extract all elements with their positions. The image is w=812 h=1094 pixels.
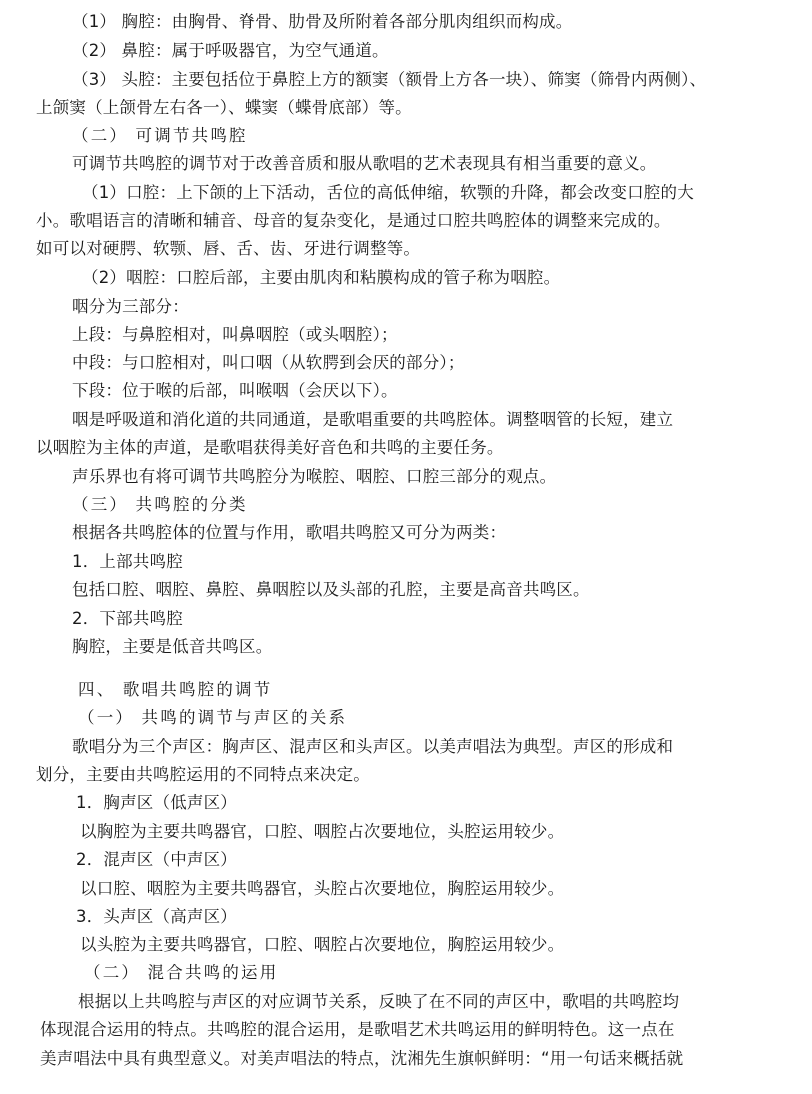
- paragraph-line: 咽是呼吸道和消化道的共同通道，是歌唱重要的共鸣腔体。调整咽管的长短，建立: [72, 410, 674, 429]
- paragraph-line: 可调节共鸣腔的调节对于改善音质和服从歌唱的艺术表现具有相当重要的意义。: [72, 154, 657, 173]
- paragraph-line: 以咽腔为主体的声道，是歌唱获得美好音色和共鸣的主要任务。: [36, 438, 504, 457]
- paragraph-line: 中段：与口腔相对，叫口咽（从软腭到会厌的部分）；: [72, 353, 465, 372]
- paragraph-line: 包括口腔、咽腔、鼻腔、鼻咽腔以及头部的孔腔，主要是高音共鸣区。: [72, 580, 590, 599]
- text-line-oral-cavity: （1）口腔：上下颌的上下活动，舌位的高低伸缩，软颚的升降，都会改变口腔的大: [82, 183, 694, 202]
- section-heading-registers: （一） 共鸣的调节与声区的关系: [78, 708, 348, 727]
- list-item-title: 2．下部共鸣腔: [72, 609, 183, 628]
- list-item-title: 1．胸声区（低声区）: [76, 793, 237, 812]
- list-item-title: 1．上部共鸣腔: [72, 552, 183, 571]
- paragraph-line: 以头腔为主要共鸣器官，口腔、咽腔占次要地位，胸腔运用较少。: [80, 935, 565, 954]
- paragraph-line: 下段：位于喉的后部，叫喉咽（会厌以下）。: [72, 381, 398, 400]
- paragraph-line: 小。歌唱语言的清晰和辅音、母音的复杂变化，是通过口腔共鸣腔体的调整来完成的。: [36, 211, 671, 230]
- list-item-title: 3．头声区（高声区）: [76, 907, 237, 926]
- text-line-head-cavity: （3） 头腔：主要包括位于鼻腔上方的额窦（额骨上方各一块）、筛窦（筛骨内两侧）、: [72, 70, 707, 89]
- paragraph-line: 声乐界也有将可调节共鸣腔分为喉腔、咽腔、口腔三部分的观点。: [72, 467, 557, 486]
- paragraph-line: 美声唱法中具有典型意义。对美声唱法的特点，沈湘先生旗帜鲜明：“用一句话来概括就: [40, 1049, 684, 1068]
- paragraph-line: 胸腔，主要是低音共鸣区。: [72, 637, 273, 656]
- paragraph-line: 以口腔、咽腔为主要共鸣器官，头腔占次要地位，胸腔运用较少。: [80, 879, 565, 898]
- text-line-head-cavity-cont: 上颌窦（上颌骨左右各一）、蝶窦（蝶骨底部）等。: [36, 98, 412, 117]
- paragraph-line: 根据以上共鸣腔与声区的对应调节关系，反映了在不同的声区中，歌唱的共鸣腔均: [78, 992, 680, 1011]
- section-heading-classification: （三） 共鸣腔的分类: [72, 495, 248, 514]
- paragraph-line: 以胸腔为主要共鸣器官，口腔、咽腔占次要地位，头腔运用较少。: [80, 822, 565, 841]
- text-line-chest-cavity: （1） 胸腔：由胸骨、脊骨、肋骨及所附着各部分肌肉组织而构成。: [72, 12, 573, 31]
- section-heading-mixed-resonance: （二） 混合共鸣的运用: [84, 963, 279, 982]
- paragraph-line: 划分，主要由共鸣腔运用的不同特点来决定。: [36, 765, 370, 784]
- paragraph-line: 咽分为三部分：: [72, 297, 189, 316]
- chapter-heading-adjustment: 四、 歌唱共鸣腔的调节: [78, 680, 273, 699]
- section-heading-adjustable-cavity: （二） 可调节共鸣腔: [72, 126, 248, 145]
- list-item-title: 2．混声区（中声区）: [76, 850, 237, 869]
- text-line-pharynx: （2）咽腔：口腔后部，主要由肌肉和粘膜构成的管子称为咽腔。: [82, 268, 561, 287]
- paragraph-line: 根据各共鸣腔体的位置与作用，歌唱共鸣腔又可分为两类：: [72, 523, 507, 542]
- paragraph-line: 如可以对硬腭、软颚、唇、舌、齿、牙进行调整等。: [36, 239, 421, 258]
- paragraph-line: 上段：与鼻腔相对，叫鼻咽腔（或头咽腔）；: [72, 325, 398, 344]
- text-line-nasal-cavity: （2） 鼻腔：属于呼吸器官，为空气通道。: [72, 41, 389, 60]
- paragraph-line: 体现混合运用的特点。共鸣腔的混合运用，是歌唱艺术共鸣运用的鲜明特色。这一点在: [40, 1020, 675, 1039]
- paragraph-line: 歌唱分为三个声区：胸声区、混声区和头声区。以美声唱法为典型。声区的形成和: [72, 737, 674, 756]
